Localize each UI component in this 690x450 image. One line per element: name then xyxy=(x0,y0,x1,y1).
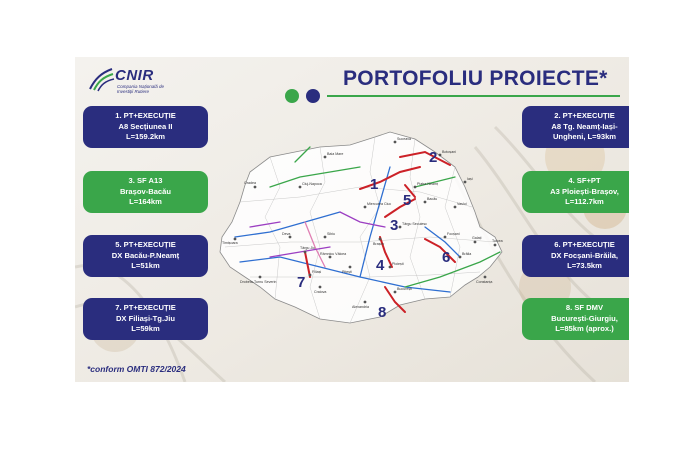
logo-subtitle: Compania Națională de Investiții Rutiere xyxy=(117,84,165,94)
map-city-label: Baia Mare xyxy=(327,152,344,156)
project-4-route: A3 Ploiești-Brașov, xyxy=(550,186,619,196)
project-5-title: 5. PT+EXECUȚIE xyxy=(115,240,176,250)
project-8-length: L=85km (aprox.) xyxy=(555,324,614,334)
project-card-4 xyxy=(522,171,629,213)
project-2-length: Ungheni, L=93km xyxy=(552,132,617,142)
project-number-7: 7 xyxy=(297,274,306,291)
map-city-label: Piatra Neamț xyxy=(417,182,438,186)
map-city-label: Sibiu xyxy=(327,232,335,236)
project-3-route: Brașov-Bacău xyxy=(119,186,172,196)
project-8-route: București-Giurgiu, xyxy=(551,313,618,323)
map-city-label: Cluj-Napoca xyxy=(302,182,322,186)
map-city-label: Timișoara xyxy=(222,241,238,245)
map-city-label: Alexandria xyxy=(352,305,369,309)
project-card-7 xyxy=(83,298,208,340)
map-city-label: Miercurea Ciuc xyxy=(367,202,392,206)
project-5-route: DX Bacău-P.Neamț xyxy=(111,250,180,260)
project-3-length: L=164km xyxy=(129,197,162,207)
project-portfolio-slide xyxy=(75,57,629,382)
project-5-length: L=51km xyxy=(131,261,160,271)
map-city-label: Târgu Jiu xyxy=(300,246,315,250)
map-city-label: Drobeta-Turnu Severin xyxy=(240,280,277,284)
project-6-length: L=73.5km xyxy=(567,261,602,271)
project-1-route: A8 Secțiunea II xyxy=(118,121,173,131)
map-city-label: Deva xyxy=(282,232,291,236)
map-city-label: Ploiești xyxy=(392,262,404,266)
project-8-title: 8. SF DMV xyxy=(565,303,604,313)
map-city-label: Brașov xyxy=(373,242,385,246)
project-card-1 xyxy=(83,106,208,148)
page-title: PORTOFOLIU PROIECTE* xyxy=(343,67,608,90)
project-3-title: 3. SF A13 xyxy=(128,176,163,186)
project-7-route: DX Filiași-Tg.Jiu xyxy=(115,313,176,323)
project-1-title: 1. PT+EXECUȚIE xyxy=(115,111,176,121)
project-4-title: 4. SF+PT xyxy=(568,176,601,186)
project-number-6: 6 xyxy=(442,249,451,266)
project-card-2 xyxy=(522,106,629,148)
map-city-label: Galați xyxy=(472,236,482,240)
map-city-label: Craiova xyxy=(314,290,327,294)
project-number-4: 4 xyxy=(376,257,385,274)
project-2-route: A8 Tg. Neamț-Iași- xyxy=(551,121,618,131)
project-7-length: L=59km xyxy=(131,324,160,334)
footnote: *conform OMTI 872/2024 xyxy=(87,364,186,374)
project-card-8 xyxy=(522,298,629,340)
project-2-title: 2. PT+EXECUȚIE xyxy=(554,111,615,121)
map-city-label: Botoșani xyxy=(442,150,456,154)
map-city-label: Vaslui xyxy=(457,202,467,206)
map-city-label: Iași xyxy=(467,177,473,181)
blue-dot xyxy=(306,89,320,103)
green-dot xyxy=(285,89,299,103)
map-city-label: Tulcea xyxy=(492,239,503,243)
project-7-title: 7. PT+EXECUȚIE xyxy=(115,303,176,313)
romania-outline xyxy=(220,132,502,323)
romania-road-map xyxy=(210,127,510,337)
map-city-label: Filiași xyxy=(312,270,322,274)
project-number-2: 2 xyxy=(429,149,438,166)
project-card-3 xyxy=(83,171,208,213)
cnir-logo xyxy=(87,65,167,97)
map-city-label: Pitești xyxy=(342,270,352,274)
map-city-label: Oradea xyxy=(244,181,256,185)
logo-swoosh-icon xyxy=(87,65,115,93)
map-city-label: Suceava xyxy=(397,137,411,141)
logo-text: CNIR xyxy=(115,67,154,84)
map-city-label: Brăila xyxy=(462,252,472,256)
project-number-5: 5 xyxy=(403,192,412,209)
project-6-title: 6. PT+EXECUȚIE xyxy=(554,240,615,250)
project-6-route: DX Focșani-Brăila, xyxy=(550,250,619,260)
project-number-8: 8 xyxy=(378,304,387,321)
map-city-label: Râmnicu Vâlcea xyxy=(320,252,347,256)
map-city-label: Târgu Secuiesc xyxy=(402,222,427,226)
project-card-6 xyxy=(522,235,629,277)
project-4-length: L=112.7km xyxy=(565,197,604,207)
project-card-5 xyxy=(83,235,208,277)
project-1-length: L=159.2km xyxy=(125,132,166,142)
map-city-label: Bacău xyxy=(427,197,438,201)
project-number-3: 3 xyxy=(390,217,399,234)
map-city-label: Focșani xyxy=(447,232,460,236)
map-city-label: București xyxy=(397,287,412,291)
map-city-label: Constanța xyxy=(476,280,493,284)
project-number-1: 1 xyxy=(370,176,379,193)
title-underline xyxy=(327,95,620,97)
